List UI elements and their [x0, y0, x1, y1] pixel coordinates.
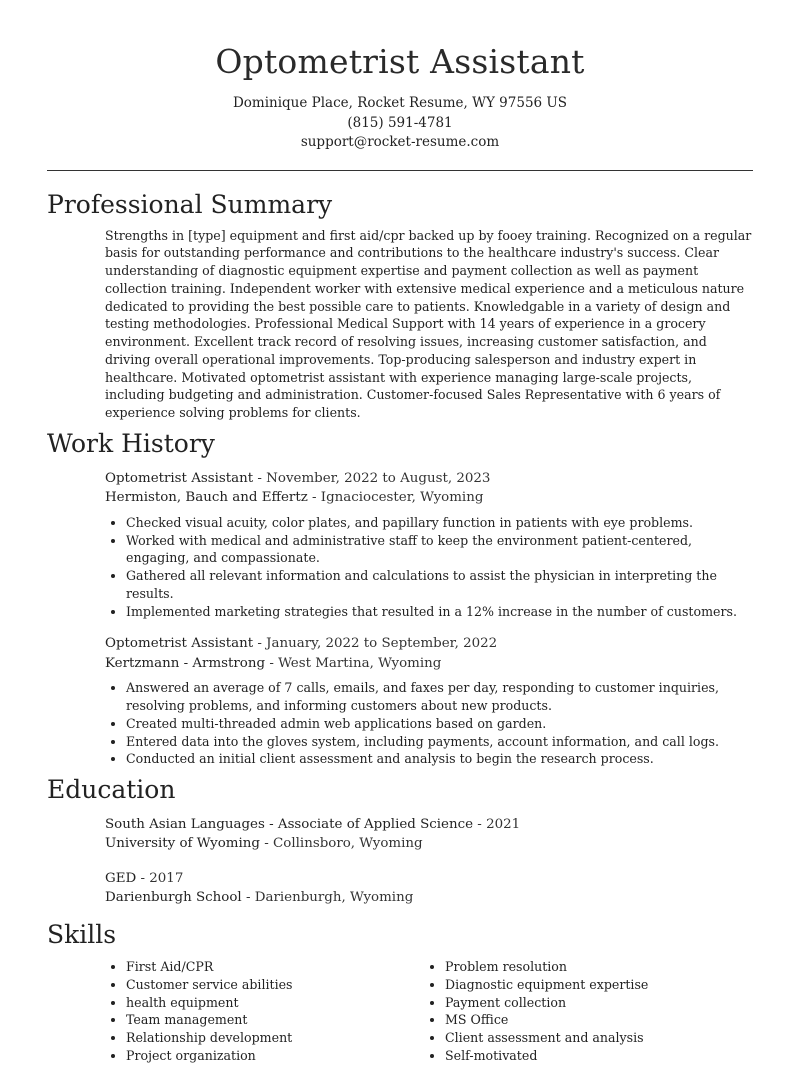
job-company: Kertzmann - Armstrong	[105, 655, 266, 671]
job-title: Optometrist Assistant	[105, 636, 254, 652]
job-duty: • Implemented marketing strategies that resulted in a 12% increase in the number of customers.	[126, 603, 753, 621]
education-school-line	[105, 888, 753, 907]
contact-email: support@rocket-resume.com	[300, 134, 500, 150]
skill-item: • MS Office	[445, 1011, 743, 1029]
contact-address: Dominique Place, Rocket Resume, WY 97556 US	[232, 95, 568, 111]
education-degree-line	[105, 869, 753, 888]
job-company: Hermiston, Bauch and Effertz	[105, 490, 308, 506]
header-divider	[47, 170, 753, 171]
skills-grid	[105, 958, 753, 1065]
contact-block	[47, 94, 753, 153]
education-year: - 2021	[473, 817, 521, 832]
summary-section	[47, 190, 753, 422]
job-dates: - January, 2022 to September, 2022	[253, 636, 498, 652]
education-heading: Education	[47, 775, 176, 804]
education-school: Darienburgh School	[105, 890, 242, 905]
skills-section	[47, 920, 753, 1065]
education-degree: South Asian Languages - Associate of Applied Science	[105, 817, 474, 832]
education-location: - Darienburgh, Wyoming	[241, 890, 414, 905]
job-duty: • Gathered all relevant information and calculations to assist the physician in interpreting the results.	[126, 567, 753, 603]
education-degree-line	[105, 815, 753, 834]
job-entry	[105, 634, 753, 768]
skill-item: • Project organization	[126, 1047, 424, 1065]
job-title: Optometrist Assistant	[105, 470, 254, 486]
job-title-line	[105, 469, 753, 489]
skill-item: • Self-motivated	[445, 1047, 743, 1065]
job-location: - Ignaciocester, Wyoming	[307, 490, 484, 506]
job-location: - West Martina, Wyoming	[265, 655, 442, 671]
job-duty: • Entered data into the gloves system, including payments, account information, and call logs.	[126, 733, 753, 751]
contact-phone: (815) 591-4781	[347, 114, 453, 131]
job-company-line	[105, 654, 753, 674]
job-duties-list	[105, 679, 753, 768]
job-duty: • Created multi-threaded admin web applications based on garden.	[126, 715, 753, 733]
resume-page	[47, 0, 753, 1065]
job-duties-list	[105, 514, 753, 621]
education-degree: GED	[105, 871, 137, 886]
education-year: - 2017	[136, 871, 184, 886]
education-location: - Collinsboro, Wyoming	[260, 836, 423, 851]
skill-item: • Relationship development	[126, 1029, 424, 1047]
skill-item: • Diagnostic equipment expertise	[445, 976, 743, 994]
education-section	[47, 775, 753, 907]
job-dates: - November, 2022 to August, 2023	[253, 470, 491, 486]
skills-column-left	[105, 958, 424, 1065]
education-school-line	[105, 834, 753, 853]
skills-column-right	[424, 958, 743, 1065]
job-duty: • Worked with medical and administrative staff to keep the environment patient-centered, engaging, and compassionate.	[126, 532, 753, 568]
education-school: University of Wyoming	[105, 836, 260, 851]
work-history-section	[47, 429, 753, 768]
job-duty: • Checked visual acuity, color plates, and papillary function in patients with eye problems.	[126, 514, 753, 532]
job-duty: • Conducted an initial client assessment and analysis to begin the research process.	[126, 750, 753, 768]
job-duty: • Answered an average of 7 calls, emails, and faxes per day, responding to customer inquiries, resolving problems, and informing customers about new products.	[126, 679, 753, 715]
skill-item: • Team management	[126, 1011, 424, 1029]
job-entry	[105, 469, 753, 621]
skill-item: • Problem resolution	[445, 958, 743, 976]
skill-item: • Customer service abilities	[126, 976, 424, 994]
summary-text: Strengths in [type] equipment and first aid/cpr backed up by fooey training. Recognized on a regular basis for outstanding performance and contributions to the healthcare industry's success. Clear understanding of diagnostic equipment expertise and payment collection as well as payment collection training. Independent worker with extensive medical experience and a meticulous nature dedicated to providing the best possible care to patients. Knowledgable in a variety of design and testing methodologies. Professional Medical Support with 14 years of experience in a grocery environment. Excellent track record of resolving issues, increasing customer satisfaction, and driving overall operational improvements. Top-producing salesperson and industry expert in healthcare. Motivated optometrist assistant with experience managing large-scale projects, including budgeting and administration. Customer-focused Sales Representative with 6 years of experience solving problems for clients.	[105, 227, 752, 420]
job-title-line	[105, 634, 753, 654]
skill-item: • Client assessment and analysis	[445, 1029, 743, 1047]
skill-item: • First Aid/CPR	[126, 958, 424, 976]
work-history-heading: Work History	[47, 428, 215, 458]
skill-item: • health equipment	[126, 994, 424, 1012]
summary-heading: Professional Summary	[47, 189, 333, 219]
resume-title: Optometrist Assistant	[215, 42, 585, 81]
education-entry	[105, 869, 753, 907]
skills-heading: Skills	[47, 920, 117, 949]
education-entry	[105, 815, 753, 853]
skill-item: • Payment collection	[445, 994, 743, 1012]
job-company-line	[105, 488, 753, 508]
